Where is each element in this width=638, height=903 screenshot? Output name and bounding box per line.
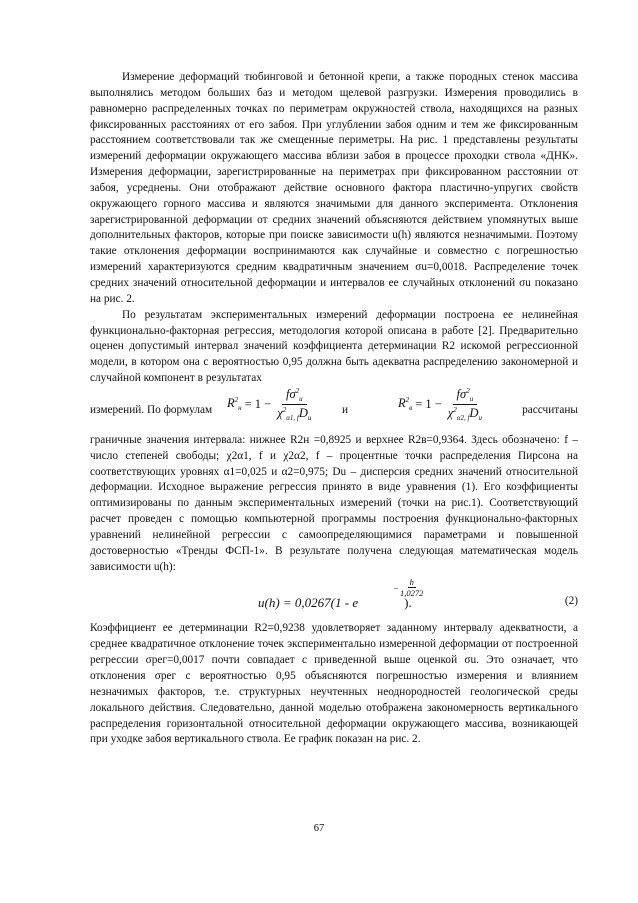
page-number: 67 <box>313 823 325 834</box>
formula-row-and: и <box>342 403 349 416</box>
document-page <box>90 70 578 748</box>
formula-lower-numerator: $f\sigma^2_u$ <box>282 387 307 405</box>
formula-lower-fraction <box>277 387 311 422</box>
formula-row <box>90 387 578 433</box>
paragraph-regression: По результатам экспериментальных измерений деформации построена ее нелинейная функционально-факторная регрессия, методология которой описана в работе [2]. Предварительно оценен допустимый интервал значений коэффициента детерминации R2 искомой регрессионной модели, в котором она с вероятностью 0,95 должна быть адекватна распределению закономерной и случайной компонент в результатах <box>90 308 578 385</box>
equation-2-exponent: − h 1,0272 <box>393 577 424 599</box>
formula-upper-eq: = 1 − <box>415 396 442 411</box>
formula-lower-lhs: $R^2_н$ <box>227 396 242 413</box>
formula-upper-lhs: $R^2_в$ <box>398 396 413 413</box>
paragraph-determination: Коэффициент ее детерминации R2=0,9238 удовлетворяет заданному интервалу адекватности, а среднее квадратичное отклонение точек экспериментально измеренной деформации от построенной регрессии σрег=0,0017 почти совпадает с приведенной выше оценкой σu. Это означает, что отклонения σрег с вероятностью 0,95 объясняются погрешностью измерения и влиянием незначимых факторов, т.е. структурных неучтенных неоднородностей геологической среды локального действия. Следовательно, данной моделью отображена закономерность вертикального распределения горизонтальной относительной деформации окружающего массива, возникающей при уходке забоя вертикального ствола. Ее график показан на рис. 2. <box>90 622 578 746</box>
formula-lower-eq: = 1 − <box>244 396 272 411</box>
formula-lower-denominator: $\chi^2_{\alpha 1, f}D_u$ <box>277 405 312 422</box>
equation-2 <box>90 576 578 618</box>
equation-2-body: u(h) = 0,0267(1 - e ). <box>258 595 412 611</box>
formula-row-tail-text: рассчитаны <box>522 403 578 416</box>
formula-r2-upper <box>398 387 482 422</box>
formula-upper-denominator: $\chi^2_{\alpha 2, f}D_u$ <box>447 405 482 422</box>
equation-2-number: (2) <box>564 595 578 608</box>
formula-r2-lower <box>227 387 311 422</box>
formula-upper-numerator: $f\sigma^2_u$ <box>453 387 478 405</box>
formula-upper-fraction <box>448 387 482 422</box>
paragraph-measurements: Измерение деформаций тюбинговой и бетонной крепи, а также породных стенок массива выполнялись методом больших баз и методом щелевой разгрузки. Измерения проводились в равномерно распределенных точках по периметрам окружностей ствола, находящихся на разных фиксированных расстояниях от его забоя. При углублении забоя одним и тем же фиксированным расстоянием соответствовали так же смещенные периметры. На рис. 1 представлены результаты измерений деформации окружающего массива вблизи забоя в процессе проходки ствола «ДНК». Измерения деформации, зарегистрированные на периметрах при фиксированном расстоянии от забоя, усреднены. Они отображают действие основного фактора пластично-упругих свойств окружающего горного массива и являются значимыми для данного эксперимента. Отклонения зарегистрированной деформации от средних значений объясняются действием упомянутых выше дополнительных факторов, которые при поиске зависимости u(h) являются незначимыми. Поэтому такие отклонения деформации воспринимаются как случайные и совместно с погрешностью измерений характеризуются средним квадратичным значением σu=0,0018. Распределение точек средних значений относительной деформации и интервалов ее случайных отклонений σu показано на рис. 2. <box>90 71 578 305</box>
formula-row-lead-text: измерений. По формулам <box>90 403 213 416</box>
paragraph-interval: граничные значения интервала: нижнее R2н =0,8925 и верхнее R2в=0,9364. Здесь обозначено: f – число степеней свободы; χ2α1, f и χ2α2, f – процентные точки распределения Пирсона на соответствующих уровнях α1=0,025 и α2=0,975; Du – дисперсия средних значений относительной деформации. Исходное выражение регрессия принято в виде уравнения (1). Его коэффициенты оптимизированы по данным экспериментальных измерений (точки на рис.1). Соответствующий расчет проведен с помощью компьютерной программы построения функционально-факторных уравнений нелинейной регрессии с самоопределяющимися параметрами и повышенной достоверностью «Тренды ФСП-1». В результате получена следующая математическая модель зависимости u(h): <box>90 433 578 573</box>
